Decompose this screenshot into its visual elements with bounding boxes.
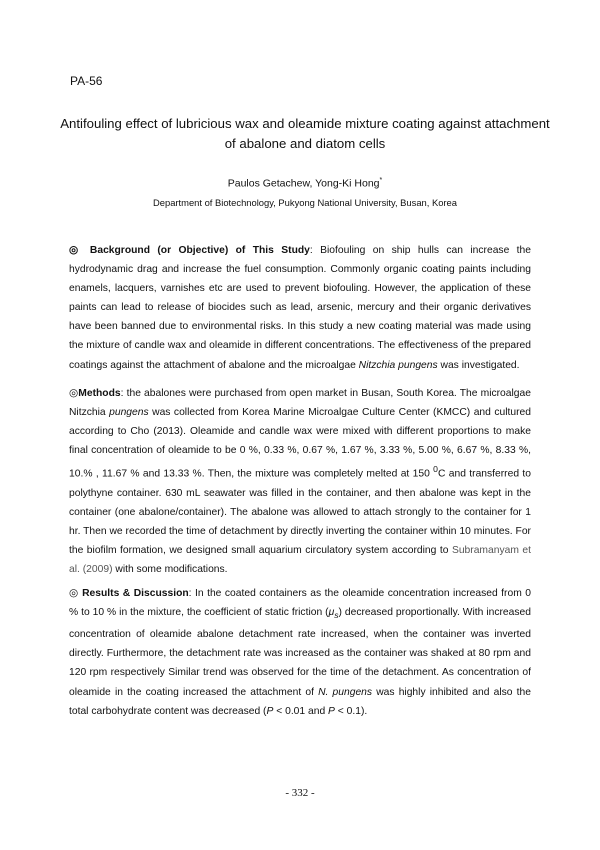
author-names: Paulos Getachew, Yong-Ki Hong bbox=[227, 177, 380, 190]
page-number: - 332 - bbox=[285, 787, 315, 799]
paper-title bbox=[60, 114, 550, 154]
results-symbol: ◎ bbox=[69, 588, 79, 599]
affiliation: Department of Biotechnology, Pukyong National University, Busan, Korea bbox=[153, 197, 457, 208]
results-text-3: was highly inhibited and also the total carbohydrate content was decreased ( bbox=[69, 686, 531, 717]
page-code: PA-56 bbox=[70, 74, 103, 88]
methods-heading: Methods bbox=[78, 388, 121, 399]
methods-species: pungens bbox=[109, 407, 149, 419]
p-value-2: P bbox=[328, 705, 335, 717]
results-section bbox=[69, 584, 531, 721]
methods-section bbox=[69, 384, 531, 579]
results-text-2: ) decreased proportionally. With increased concentration of oleamide abalone detachment rate increased, when the container was inverted directly. Furthermore, the detachment rate was increased as the container was shaked at 80 rpm and 120 rpm respectively Similar trend was observed for the time of the detachment. As concentration of oleamide in the coating increased the attachment of bbox=[69, 607, 531, 698]
title-line-2: of abalone and diatom cells bbox=[224, 136, 386, 151]
methods-symbol: ◎ bbox=[69, 388, 79, 399]
background-heading: Background (or Objective) of This Study bbox=[89, 245, 310, 256]
results-text-4: < 0.01 and bbox=[273, 705, 329, 717]
authors bbox=[60, 177, 550, 190]
results-heading: Results & Discussion bbox=[82, 588, 189, 599]
background-section bbox=[69, 241, 531, 375]
background-end: was investigated. bbox=[437, 359, 520, 371]
results-text-5: < 0.1). bbox=[334, 705, 368, 717]
corresponding-mark: * bbox=[379, 177, 383, 184]
mu-symbol: μ bbox=[328, 607, 335, 619]
methods-text-1: : the abalones were purchased from open market in Busan, South Korea. The microalgae Nitzchia bbox=[69, 388, 531, 419]
methods-text-4: with some modifications. bbox=[112, 564, 228, 576]
methods-text-3: C and transferred to polythyne container. 630 mL seawater was filled in the container, and then abalone was kept in the container (one abalone/container). The abalone was allowed to attach strongly to the container for 1 hr. Then we recorded the time of detachment by directly inverting the container within 10 minutes. For the biofilm formation, we designed small aquarium circulatory system according to bbox=[69, 468, 532, 557]
background-species: Nitzchia pungens bbox=[358, 359, 438, 371]
results-species: N. pungens bbox=[318, 686, 373, 698]
p-value-1: P bbox=[266, 705, 274, 717]
results-text-1: : In the coated containers as the oleamide concentration increased from 0 % to 10 % in the mixture, the coefficient of static friction ( bbox=[69, 588, 531, 619]
mu-subscript: s bbox=[334, 610, 339, 621]
title-line-1: Antifouling effect of lubricious wax and oleamide mixture coating against attachment bbox=[60, 116, 550, 131]
background-symbol: ◎ bbox=[69, 245, 83, 256]
degree-mark: 0 bbox=[433, 464, 438, 475]
background-text: : Biofouling on ship hulls can increase the hydrodynamic drag and increase the fuel consumption. Commonly organic coating paints including enamels, lacquers, varnishes etc are used to prevent biofouling. However, the application of these paints can lead to release of biocides such as lead, arsenic, mercury and their organic derivatives have been banned due to environmental risks. In this study a new coating material was made using the mixture of candle wax and oleamide in different concentrations. The effectiveness of the prepared coatings against the attachment of abalone and the microalgae bbox=[69, 245, 531, 371]
methods-citation: Subramanyam et al. (2009) bbox=[69, 545, 531, 576]
methods-text-2: was collected from Korea Marine Microalgae Culture Center (KMCC) and cultured according to Cho (2013). Oleamide and candle wax were mixed with different proportions to make final concentration of oleamide to be 0 %, 0.33 %, 0.67 %, 1.67 %, 3.33 %, 5.00 %, 6.67 %, 8.33 %, 10.% , 11.67 % and 13.33 %. Then, the mixture was completely melted at 150 bbox=[69, 407, 532, 480]
